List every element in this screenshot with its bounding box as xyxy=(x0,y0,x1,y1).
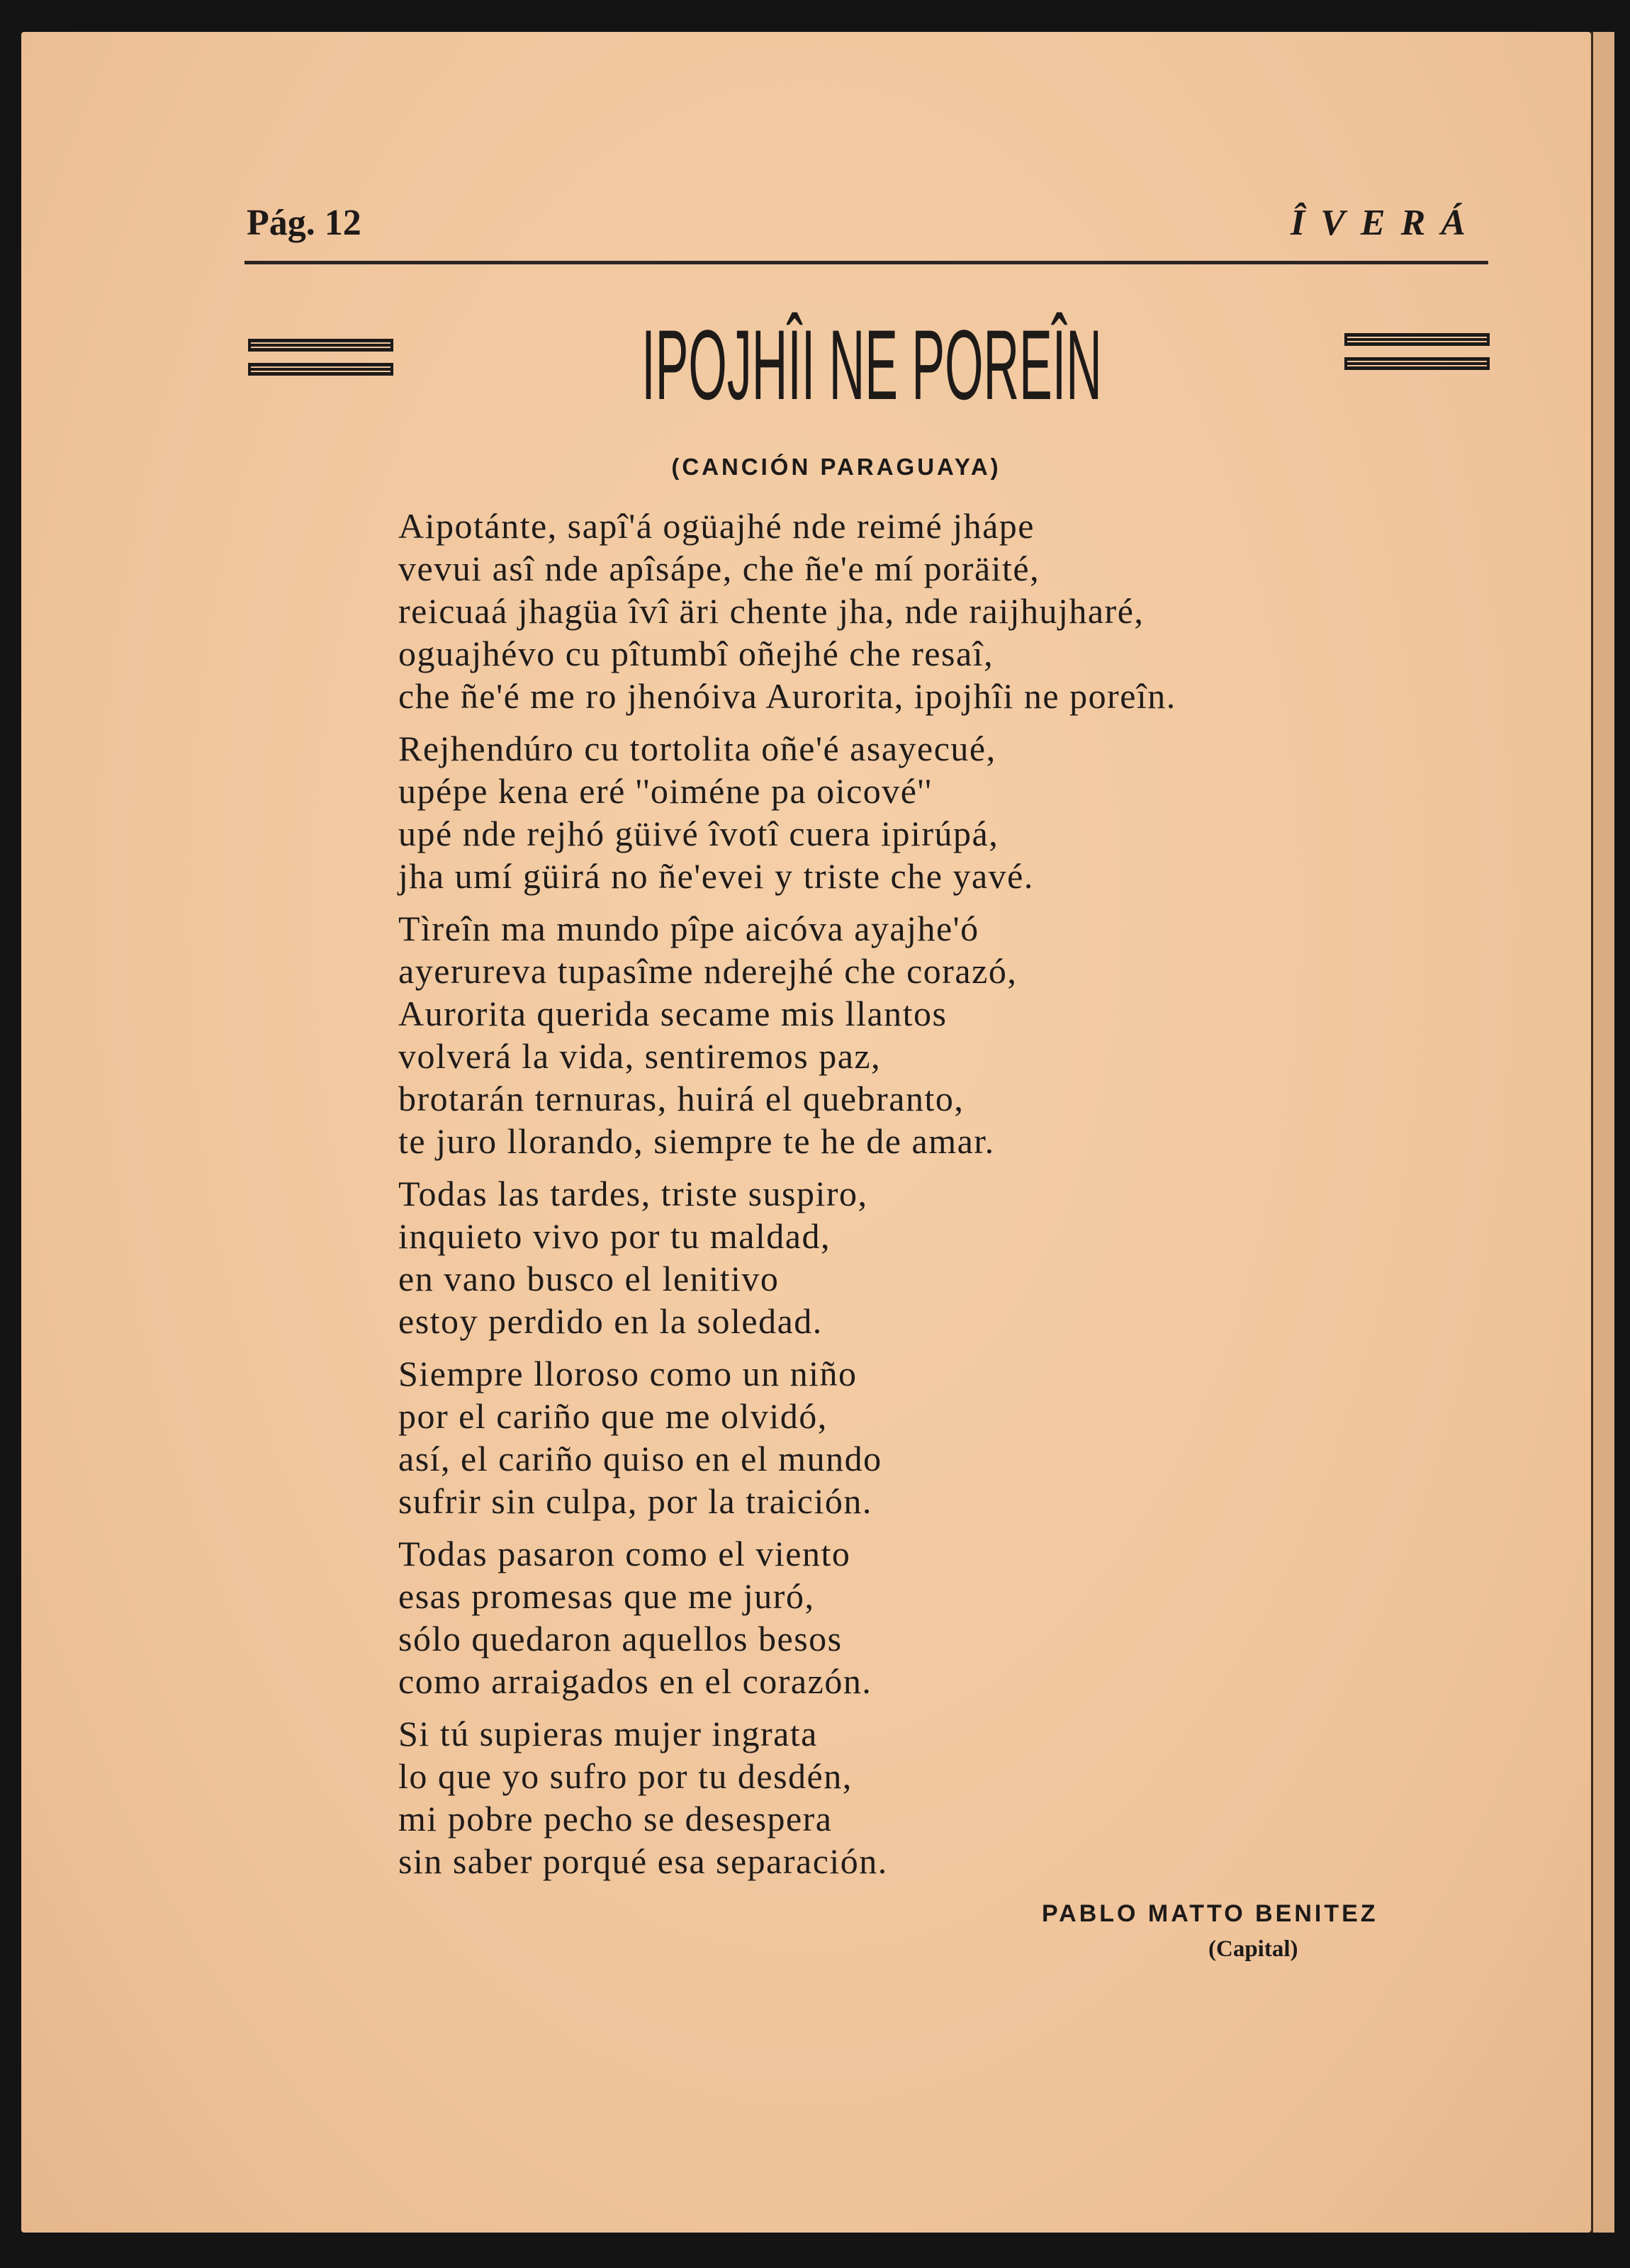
poem-line: brotarán ternuras, huirá el quebranto, xyxy=(398,1079,965,1118)
poem-line: Todas pasaron como el viento xyxy=(398,1534,851,1573)
stanza xyxy=(398,1712,1176,1882)
poem-line: Todas las tardes, triste suspiro, xyxy=(398,1174,868,1213)
stanza xyxy=(398,1352,1176,1522)
poem-line: Rejhendúro cu tortolita oñe'é asayecué, xyxy=(398,729,996,768)
magazine-name: ÎVERÁ xyxy=(1291,203,1481,243)
stanza xyxy=(398,727,1176,897)
stanza xyxy=(398,1172,1176,1342)
poem-line: inquieto vivo por tu maldad, xyxy=(398,1216,831,1256)
title-ornament-left xyxy=(248,339,393,387)
poem-line: upépe kena eré ''oiméne pa oicové'' xyxy=(398,771,933,811)
poem-line: volverá la vida, sentiremos paz, xyxy=(398,1036,882,1076)
poem-line: así, el cariño quiso en el mundo xyxy=(398,1439,882,1478)
poem-line: te juro llorando, siempre te he de amar. xyxy=(398,1121,995,1161)
poem-line: mi pobre pecho se desespera xyxy=(398,1799,833,1838)
poem-line: Tìreîn ma mundo pîpe aicóva ayajhe'ó xyxy=(398,909,979,948)
poem-line: Si tú supieras mujer ingrata xyxy=(398,1714,818,1753)
poem-line: sólo quedaron aquellos besos xyxy=(398,1619,843,1658)
song-title: IPOJHÎI NE POREÎN xyxy=(641,309,1102,420)
title-ornament-right xyxy=(1344,333,1490,381)
stanza xyxy=(398,1532,1176,1702)
poem-line: reicuaá jhagüa îvî äri chente jha, nde raijhujharé, xyxy=(398,591,1145,631)
poem-line: Siempre lloroso como un niño xyxy=(398,1354,858,1393)
poem-line: como arraigados en el corazón. xyxy=(398,1661,872,1701)
poem-line: estoy perdido en la soledad. xyxy=(398,1301,823,1341)
poem-line: en vano busco el lenitivo xyxy=(398,1259,780,1298)
poem-line: che ñe'é me ro jhenóiva Aurorita, ipojhîi ne poreîn. xyxy=(398,676,1176,716)
stanza xyxy=(398,505,1176,717)
author-name: PABLO MATTO BENITEZ xyxy=(1042,1900,1378,1927)
header-rule xyxy=(244,261,1488,264)
song-subtitle: (CANCIÓN PARAGUAYA) xyxy=(671,454,1001,480)
stanza xyxy=(398,907,1176,1162)
poem-line: Aurorita querida secame mis llantos xyxy=(398,994,948,1033)
page-number: Pág. 12 xyxy=(247,203,361,243)
poem-line: sufrir sin culpa, por la traición. xyxy=(398,1481,872,1521)
poem-line: por el cariño que me olvidó, xyxy=(398,1396,828,1436)
poem-line: lo que yo sufro por tu desdén, xyxy=(398,1756,853,1796)
next-page-edge xyxy=(1591,32,1614,2233)
poem-line: esas promesas que me juró, xyxy=(398,1576,815,1616)
poem-line: ayerureva tupasîme nderejhé che corazó, xyxy=(398,951,1018,991)
poem-line: jha umí güirá no ñe'evei y triste che yavé. xyxy=(398,856,1034,896)
author-place: (Capital) xyxy=(1208,1936,1298,1962)
poem-line: oguajhévo cu pîtumbî oñejhé che resaî, xyxy=(398,634,994,673)
poem-line: sin saber porqué esa separación. xyxy=(398,1841,888,1881)
poem-line: upé nde rejhó güivé îvotî cuera ipirúpá, xyxy=(398,814,999,853)
poem-line: Aipotánte, sapî'á ogüajhé nde reimé jhápe xyxy=(398,506,1035,546)
poem-line: vevui asî nde apîsápe, che ñe'e mí poräité, xyxy=(398,549,1040,588)
poem-body xyxy=(398,505,1176,1892)
